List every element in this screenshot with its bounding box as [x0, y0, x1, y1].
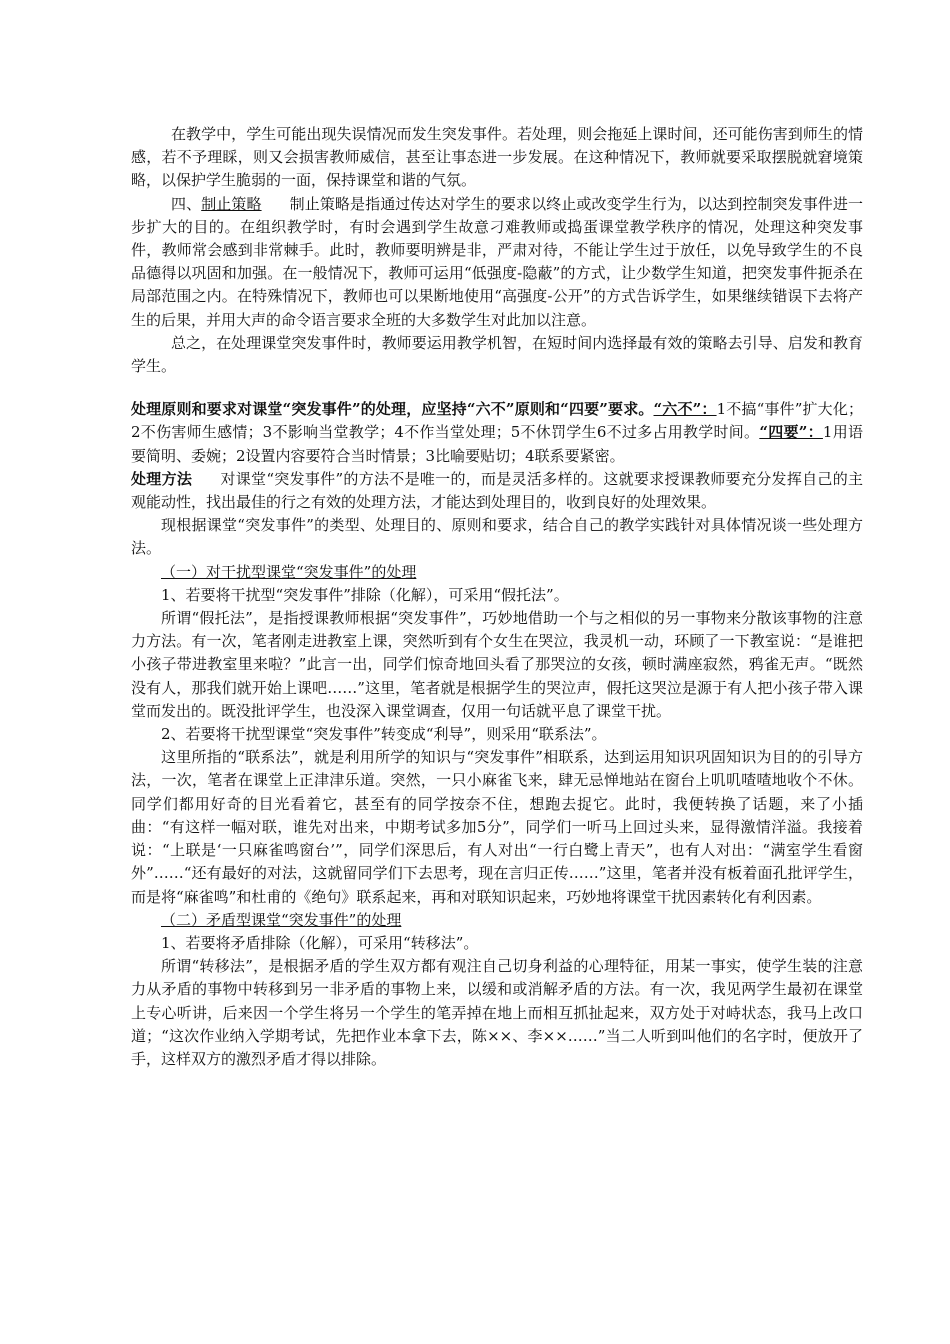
paragraph-zhizhi-strategy	[131, 193, 863, 332]
methods-label: 处理方法	[131, 469, 193, 488]
methods-body: 对课堂“突发事件”的方法不是唯一的，而是灵活多样的。这就要求授课教师要充分发挥自己的主观能动性，找出最佳的行之有效的处理方法，才能达到处理目的，收到良好的处理效果。	[131, 469, 863, 512]
section-title-zhizhi: 制止策略	[201, 194, 262, 213]
paragraph-methods	[131, 468, 863, 514]
section-body-zhizhi: 制止策略是指通过传达对学生的要求以终止或改变学生行为，以达到控制突发事件进一步扩大的目的。在组织教学时，有时会遇到学生故意刁难教师或捣蛋课堂教学秩序的情况，处理这种突发事件，教师常会感到非常棘手。此时，教师要明辨是非，严肃对待，不能让学生过于放任，以免导致学生的不良品德得以巩固和加强。在一般情况下，教师可运用“低强度-隐蔽”的方式，让少数学生知道，把突发事件扼杀在局部范围之内。在特殊情况下，教师也可以果断地使用“高强度-公开”的方式告诉学生，如果继续错误下去将产生的后果，并用大声的命令语言要求全班的大多数学生对此加以注意。	[131, 194, 863, 329]
document-page	[131, 123, 863, 1071]
paragraph-zhuanyi-example: 所谓“转移法”，是根据矛盾的学生双方都有观注自己切身利益的心理特征，用某一事实，使学生装的注意力从矛盾的事物中转移到另一非矛盾的事物上来，以缓和或消解矛盾的方法。有一次，我见两学生最初在课堂上专心听讲，后来因一个学生将另一个学生的笔弄掉在地上而相互抓扯起来，双方处于对峙状态，我马上改口道；“这次作业纳入学期考试，先把作业本拿下去，陈××、李××……”当二人听到叫他们的名字时，便放开了手，这样双方的激烈矛盾才得以排除。	[131, 957, 863, 1068]
paragraph-1: 在教学中，学生可能出现失误情况而发生突发事件。若处理，则会拖延上课时间，还可能伤害到师生的情感，若不予理睬，则又会损害教师威信，甚至让事态进一步发展。在这种情况下，教师就要采取摆脱就窘境策略，以保护学生脆弱的一面，保持课堂和谐的气氛。	[131, 125, 863, 190]
principles-lead: 处理原则和要求对课堂“突发事件”的处理，应坚持“六不”原则和“四要”要求。	[131, 400, 654, 419]
paragraph-intro-methods: 现根据课堂“突发事件”的类型、处理目的、原则和要求，结合自己的教学实践针对具体情况谈一些处理方法。	[131, 516, 863, 558]
paragraph-jiatuo-example: 所谓“假托法”，是指授课教师根据“突发事件”，巧妙地借助一个与之相似的另一事物来分散该事物的注意力方法。有一次，笔者刚走进教室上课，突然听到有个女生在哭泣，我灵机一动，环顾了一下教室说：“是谁把小孩子带进教室里来啦？”此言一出，同学们惊奇地回头看了那哭泣的女孩，顿时满座寂然，鸦雀无声。“既然没有人，那我们就开始上课吧……”这里，笔者就是根据学生的哭泣声，假托这哭泣是源于有人把小孩子带入课堂而发出的。既没批评学生，也没深入课堂调查，仅用一句话就平息了课堂干扰。	[131, 609, 863, 720]
paragraph-lianxi-rule: 2、若要将干扰型课堂“突发事件”转变成“利导”，则采用“联系法”。	[161, 725, 607, 744]
siyao-text: 1用语要简明、委婉；2设置内容要符合当时情景；3比喻要贴切；4联系要紧密。	[131, 423, 863, 465]
paragraph-lianxi-example: 这里所指的“联系法”，就是利用所学的知识与“突发事件”相联系，达到运用知识巩固知识为目的的引导方法，一次，笔者在课堂上正津津乐道。突然，一只小麻雀飞来，肆无忌惮地站在窗台上叽叽喳喳地收个不休。同学们都用好奇的目光看着它，甚至有的同学按奈不住，想跑去捉它。此时，我便转换了话题，来了小插曲：“有这样一幅对联，谁先对出来，中期考试多加5分”，同学们一听马上回过头来，显得激情洋溢。我接着说：“上联是‘一只麻雀鸣窗台’”，同学们深思后，有人对出“一行白鹭上青天”，也有人对出：“满室学生看窗外”……“还有最好的对法，这就留同学们下去思考，现在言归正传……”这里，笔者并没有板着面孔批评学生，而是将“麻雀鸣”和杜甫的《绝句》联系起来，再和对联知识起来，巧妙地将课堂干扰因素转化有利因素。	[131, 748, 863, 906]
liubu-label: “六不”：	[653, 400, 717, 419]
liubu-text: 1不搞“事件”扩大化；2不伤害师生感情；3不影响当堂教学；4不作当堂处理；5不休罚学生6不过多占用教学时间。	[131, 400, 863, 442]
section-number: 四、	[171, 194, 202, 213]
heading-conflict: （二）矛盾型课堂“突发事件”的处理	[161, 910, 402, 929]
heading-interference: （一）对干扰型课堂“突发事件”的处理	[161, 562, 417, 581]
paragraph-principles	[131, 398, 863, 468]
paragraph-zhuanyi-rule: 1、若要将矛盾排除（化解），可采用“转移法”。	[161, 933, 479, 952]
siyao-label: “四要”：	[759, 423, 823, 442]
paragraph-summary: 总之，在处理课堂突发事件时，教师要运用教学机智，在短时间内选择最有效的策略去引导、启发和教育学生。	[131, 333, 863, 376]
paragraph-jiatuo-rule: 1、若要将干扰型“突发事件”排除（化解），可采用“假托法”。	[161, 585, 569, 604]
